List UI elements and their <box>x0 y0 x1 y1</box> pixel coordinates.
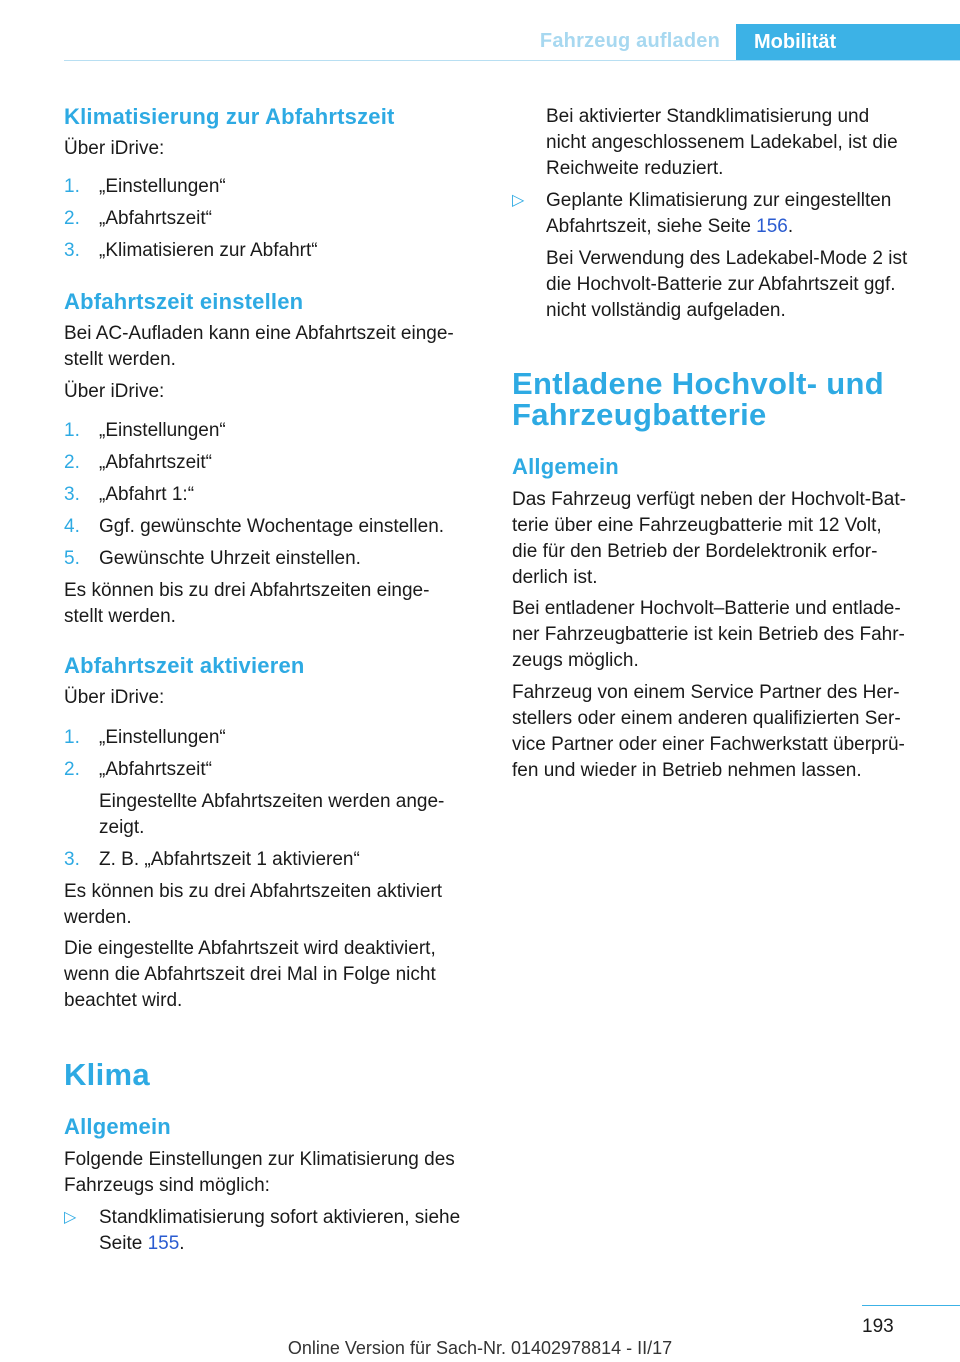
list-item: „Abfahrtszeit“ <box>99 208 212 229</box>
heading-abfahrtszeit-aktivieren: Abfahrtszeit aktivieren <box>64 653 305 678</box>
body-text: stellers oder einem anderen qualifizierten Ser‐ <box>512 708 901 729</box>
list-number: 1. <box>64 727 80 748</box>
bullet-subtext: nicht vollständig aufgeladen. <box>546 300 786 321</box>
body-text: Die eingestellte Abfahrtszeit wird deaktiviert, <box>64 938 436 959</box>
heading-entladene-batterie-line2: Fahrzeugbatterie <box>512 397 767 432</box>
list-number: 3. <box>64 849 80 870</box>
bullet-text-part: Abfahrtszeit, siehe Seite <box>546 216 757 237</box>
body-text: Das Fahrzeug verfügt neben der Hochvolt-Bat‐ <box>512 489 906 510</box>
list-number: 1. <box>64 420 80 441</box>
list-number: 1. <box>64 176 80 197</box>
intro-text: Über iDrive: <box>64 138 165 159</box>
body-text: Fahrzeug von einem Service Partner des Her‐ <box>512 682 900 703</box>
header-section-title: Fahrzeug aufladen <box>539 30 720 52</box>
body-text: derlich ist. <box>512 567 598 588</box>
footer-version-text: Online Version für Sach-Nr. 01402978814 - II/17 <box>287 1338 673 1358</box>
list-number: 2. <box>64 208 80 229</box>
bullet-subtext: nicht angeschlossenem Ladekabel, ist die <box>546 132 898 153</box>
body-text: Bei entladener Hochvolt–Batterie und entlade‐ <box>512 598 901 619</box>
body-text: Es können bis zu drei Abfahrtszeiten einge‐ <box>64 580 430 601</box>
body-text: Folgende Einstellungen zur Klimatisierung des <box>64 1149 455 1170</box>
triangle-bullet-icon: ▷ <box>512 192 525 209</box>
bullet-subtext: die Hochvolt-Batterie zur Abfahrtszeit ggf. <box>546 274 896 295</box>
bullet-text: Standklimatisierung sofort aktivieren, siehe <box>99 1207 461 1228</box>
body-text: die für den Betrieb der Bordelektronik erfor‐ <box>512 541 878 562</box>
bullet-subtext: Reichweite reduziert. <box>546 158 724 179</box>
list-item: „Einstellungen“ <box>99 176 226 197</box>
list-item: Ggf. gewünschte Wochentage einstellen. <box>99 516 445 537</box>
bullet-text-part: . <box>787 216 794 237</box>
list-subtext: zeigt. <box>99 817 145 838</box>
footer-rule <box>862 1305 960 1306</box>
heading-allgemein: Allgemein <box>512 454 619 479</box>
list-number: 4. <box>64 516 80 537</box>
body-text: fen und wieder in Betrieb nehmen lassen. <box>512 760 862 781</box>
body-text: wenn die Abfahrtszeit drei Mal in Folge nicht <box>64 964 436 985</box>
body-text: Fahrzeugs sind möglich: <box>64 1175 270 1196</box>
body-text: zeugs möglich. <box>512 650 639 671</box>
list-number: 5. <box>64 548 80 569</box>
list-item: „Abfahrtszeit“ <box>99 452 212 473</box>
body-text: beachtet wird. <box>64 990 183 1011</box>
heading-klima: Klima <box>64 1057 150 1092</box>
list-item: „Einstellungen“ <box>99 727 226 748</box>
triangle-bullet-icon: ▷ <box>64 1209 77 1226</box>
page-number: 193 <box>862 1316 894 1337</box>
bullet-text <box>99 1231 185 1257</box>
body-text: terie über eine Fahrzeugbatterie mit 12 Volt, <box>512 515 882 536</box>
heading-entladene-batterie-line1: Entladene Hochvolt- und <box>512 366 885 401</box>
bullet-text <box>546 214 793 240</box>
bullet-text: Geplante Klimatisierung zur eingestellten <box>546 190 892 211</box>
list-number: 3. <box>64 240 80 261</box>
body-text: ner Fahrzeugbatterie ist kein Betrieb des Fahr‐ <box>512 624 905 645</box>
page-link-156[interactable]: 156 <box>756 216 788 237</box>
bullet-text-part: Seite <box>99 1233 148 1254</box>
heading-klimatisierung-abfahrtszeit: Klimatisierung zur Abfahrtszeit <box>64 104 395 129</box>
body-text: stellt werden. <box>64 349 176 370</box>
heading-abfahrtszeit-einstellen: Abfahrtszeit einstellen <box>64 289 304 314</box>
page-link-155[interactable]: 155 <box>147 1233 180 1254</box>
body-text: stellt werden. <box>64 606 176 627</box>
bullet-text-part: . <box>179 1233 185 1254</box>
list-item: „Abfahrt 1:“ <box>99 484 195 505</box>
list-item: „Einstellungen“ <box>99 420 226 441</box>
list-number: 2. <box>64 452 80 473</box>
list-subtext: Eingestellte Abfahrtszeiten werden ange‐ <box>99 791 445 812</box>
list-number: 2. <box>64 759 80 780</box>
header-rule <box>64 60 960 61</box>
bullet-subtext: Bei aktivierter Standklimatisierung und <box>546 106 870 127</box>
intro-text: Über iDrive: <box>64 381 165 402</box>
body-text: vice Partner oder einer Fachwerkstatt überprü‐ <box>512 734 905 755</box>
header-chapter-tab: Mobilität <box>736 24 960 61</box>
intro-text: Über iDrive: <box>64 687 165 708</box>
list-item: Z. B. „Abfahrtszeit 1 aktivieren“ <box>99 849 360 870</box>
list-number: 3. <box>64 484 80 505</box>
list-item: Gewünschte Uhrzeit einstellen. <box>99 548 361 569</box>
body-text: werden. <box>64 907 132 928</box>
body-text: Es können bis zu drei Abfahrtszeiten aktiviert <box>64 881 443 902</box>
bullet-subtext: Bei Verwendung des Ladekabel-Mode 2 ist <box>546 248 908 269</box>
list-item: „Klimatisieren zur Abfahrt“ <box>99 240 318 261</box>
list-item: „Abfahrtszeit“ <box>99 759 212 780</box>
body-text: Bei AC-Aufladen kann eine Abfahrtszeit einge‐ <box>64 323 454 344</box>
heading-allgemein: Allgemein <box>64 1114 171 1139</box>
